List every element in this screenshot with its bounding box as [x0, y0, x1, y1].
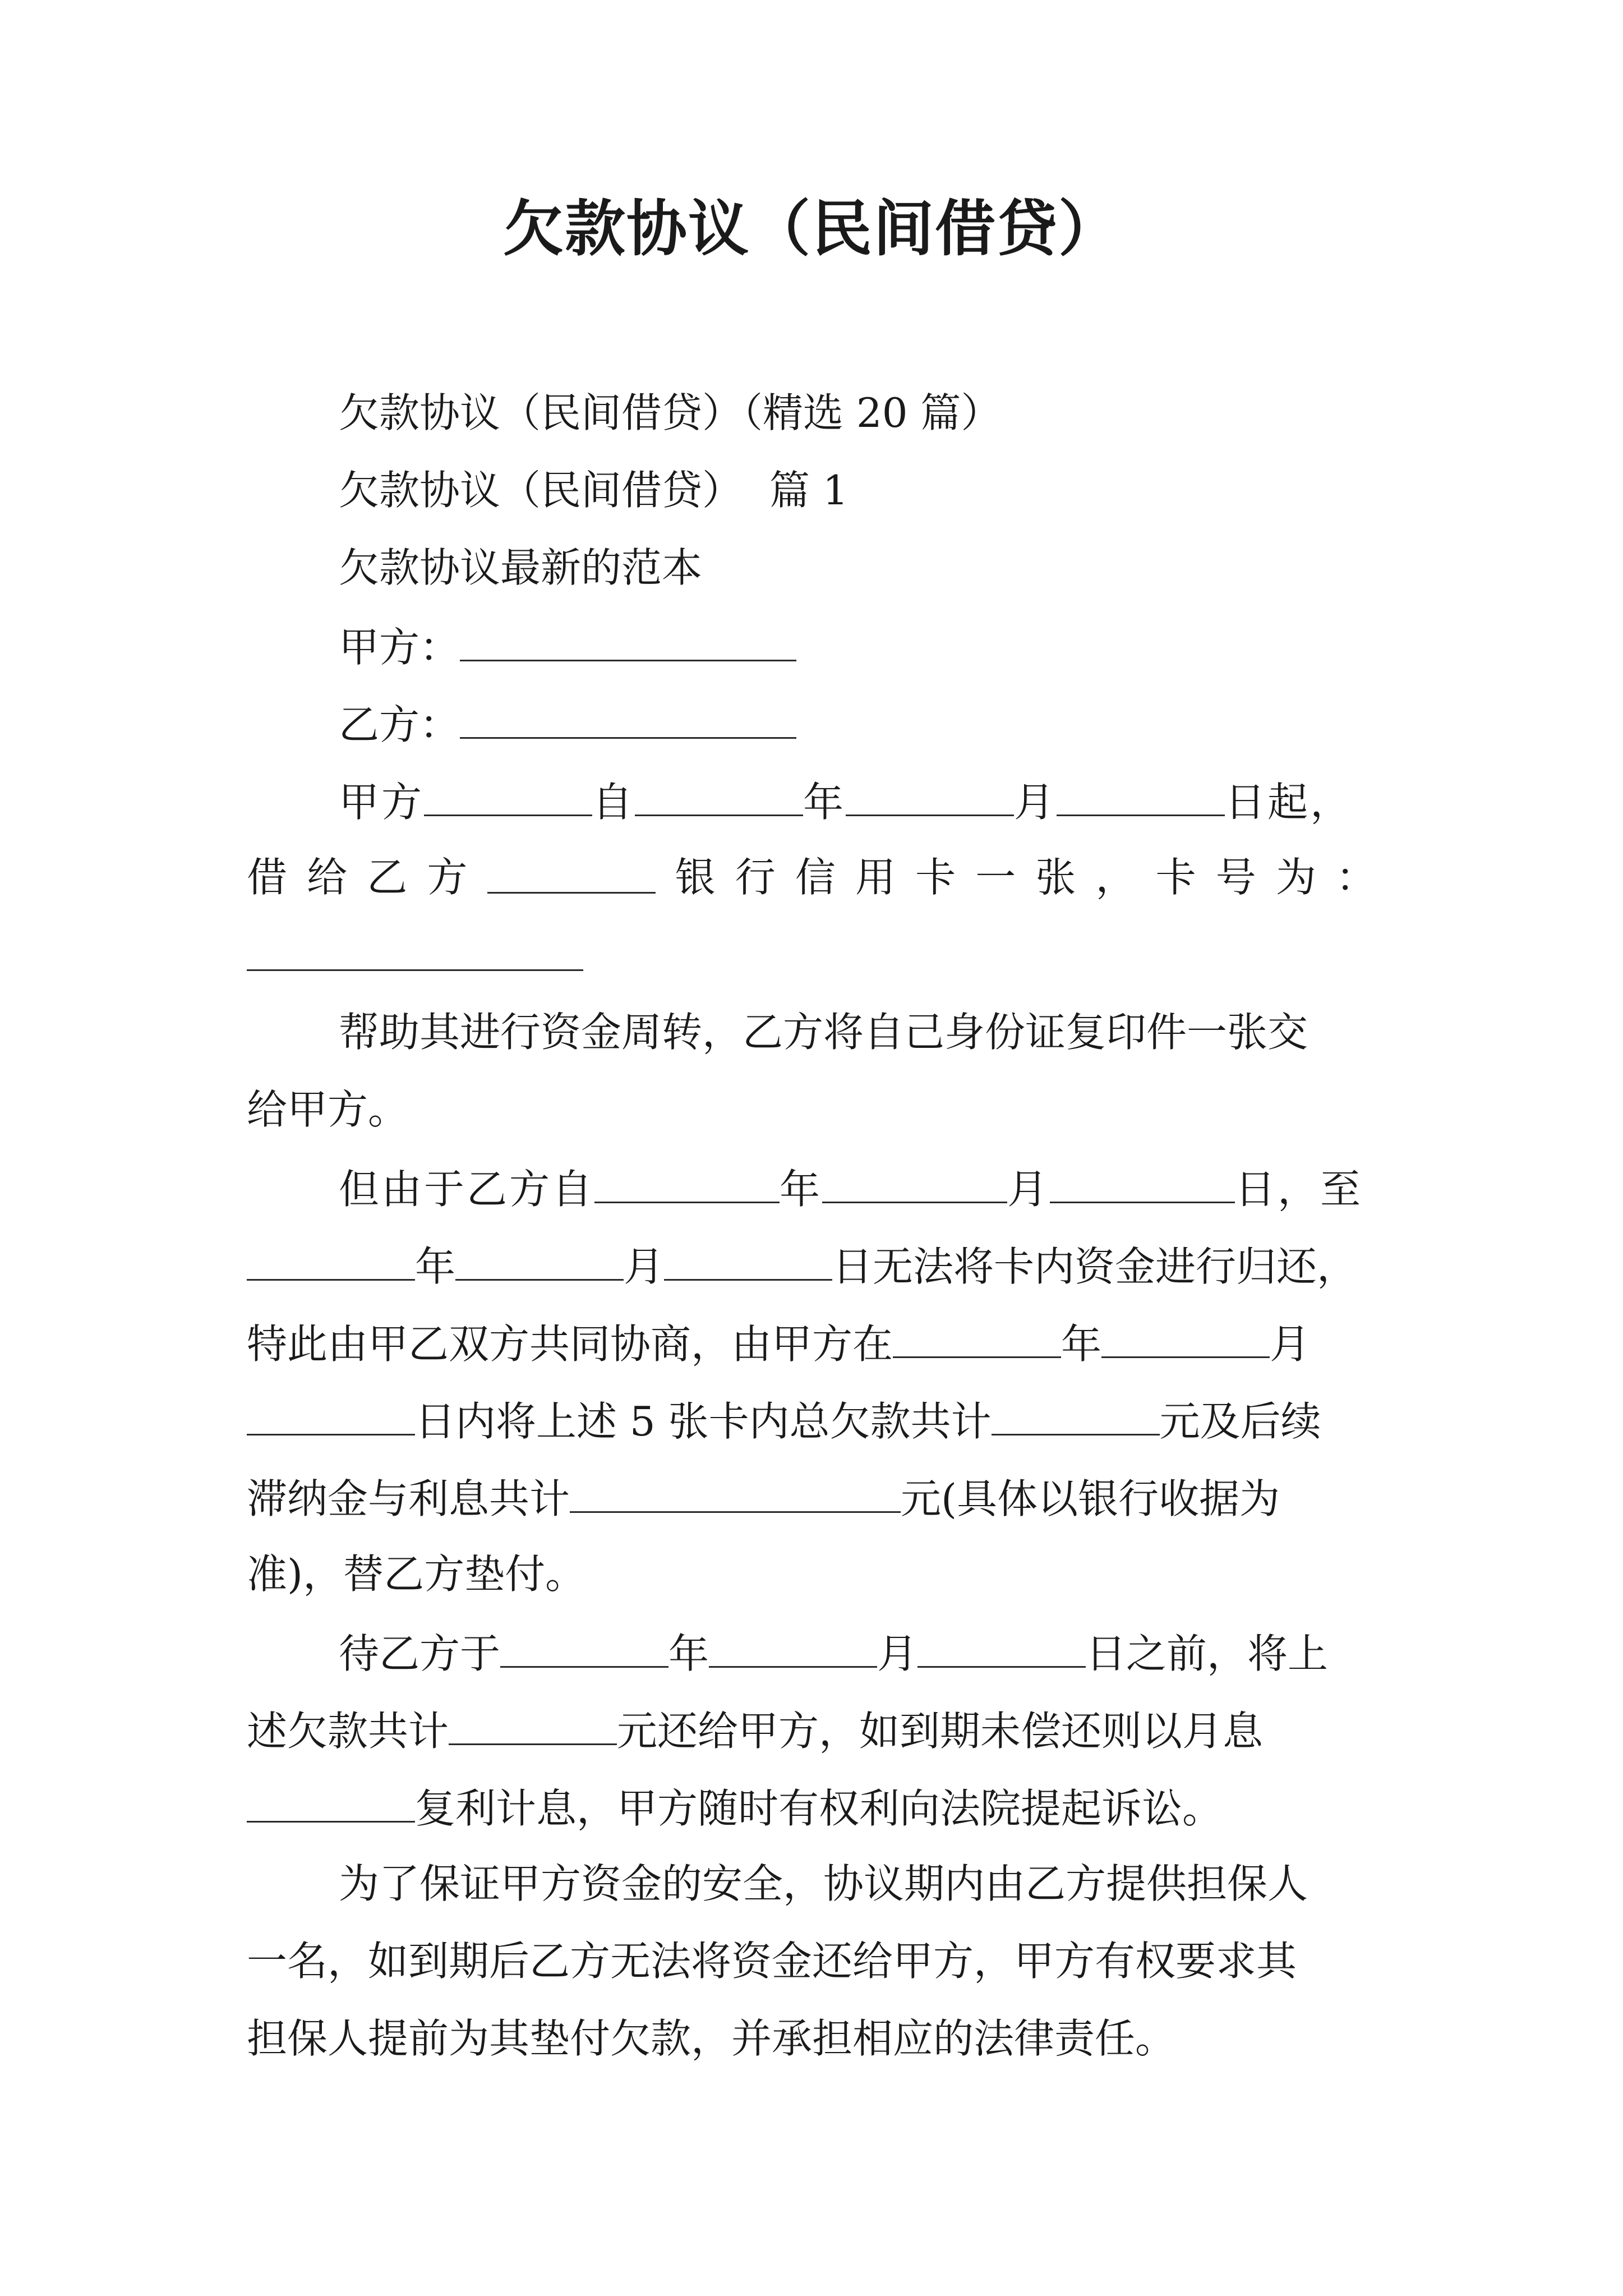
text: 月	[1007, 1166, 1050, 1213]
card-number-blank	[247, 935, 583, 971]
subtitle-selected: 欠款协议（民间借贷）（精选 20 篇）	[339, 389, 1002, 436]
char: 卡	[915, 854, 956, 901]
text: 甲方	[339, 779, 425, 826]
text: 月	[624, 1243, 665, 1290]
party-a-blank	[460, 625, 796, 661]
p1-line-3	[247, 935, 583, 977]
text: 但由于乙方自	[339, 1166, 595, 1213]
text: 年	[668, 1630, 709, 1677]
text: 年	[415, 1243, 456, 1290]
p3-line-4	[247, 1398, 1321, 1445]
text: 元及后续	[1159, 1398, 1321, 1445]
p2-line-1: 帮助其进行资金周转，乙方将自己身份证复印件一张交	[339, 1009, 1308, 1056]
char: 乙	[367, 854, 408, 901]
text: 年	[803, 779, 846, 826]
party-a-label: 甲方：	[339, 624, 460, 671]
char: 给	[307, 854, 348, 901]
subtitle-article-text: 欠款协议（民间借贷）	[339, 467, 743, 514]
party-b-blank	[460, 702, 796, 739]
p3-line-1	[339, 1166, 1363, 1213]
blank	[247, 1244, 415, 1281]
text: 元(具体以银行收据为	[901, 1475, 1280, 1522]
p3-line-5	[247, 1475, 1280, 1522]
text: 复利计息，甲方随时有权利向法院提起诉讼。	[415, 1785, 1223, 1832]
char: 银	[675, 854, 716, 901]
char: 方	[427, 854, 468, 901]
p1-line-2	[247, 854, 1376, 901]
blank	[247, 1399, 415, 1435]
char: 号	[1215, 854, 1256, 901]
p5-line-2: 一名，如到期后乙方无法将资金还给甲方，甲方有权要求其	[247, 1938, 1297, 1985]
text: 日，至	[1235, 1166, 1363, 1213]
blank	[893, 1322, 1061, 1358]
char: 行	[735, 854, 776, 901]
char: 为	[1275, 854, 1316, 901]
blank	[594, 1167, 780, 1203]
char: ：	[1335, 854, 1376, 901]
p5-line-3: 担保人提前为其垫付欠款，并承担相应的法律责任。	[247, 2015, 1176, 2062]
char: 信	[795, 854, 836, 901]
blank	[709, 1631, 877, 1668]
blank	[635, 780, 803, 816]
blank	[570, 1476, 901, 1513]
subtitle-article-number: 篇 1	[769, 467, 849, 514]
document-title: 欠款协议（民间借贷）	[502, 194, 1120, 264]
text: 年	[1061, 1320, 1102, 1368]
party-b-label: 乙方：	[339, 701, 460, 748]
blank	[1057, 780, 1225, 816]
p1-line-1	[339, 779, 1353, 826]
text: 元还给甲方，如到期未偿还则以月息	[617, 1708, 1264, 1755]
char: 卡	[1155, 854, 1196, 901]
party-b-line	[339, 701, 796, 748]
blank	[424, 780, 592, 816]
text: 滞纳金与利息共计	[247, 1475, 570, 1522]
blank	[455, 1244, 624, 1281]
blank	[1050, 1167, 1235, 1203]
blank	[822, 1167, 1007, 1203]
text: 日内将上述 5 张卡内总欠款共计	[415, 1398, 992, 1445]
p2-line-2: 给甲方。	[247, 1086, 409, 1133]
blank	[500, 1631, 668, 1668]
blank	[664, 1244, 832, 1281]
text: 年	[780, 1166, 823, 1213]
char: 张	[1035, 854, 1076, 901]
p4-line-3	[247, 1785, 1223, 1832]
blank	[846, 780, 1014, 816]
text: 日无法将卡内资金进行归还，	[832, 1243, 1358, 1290]
char: 用	[855, 854, 896, 901]
blank	[992, 1399, 1160, 1435]
char: 一	[975, 854, 1016, 901]
blank	[449, 1709, 617, 1745]
blank	[917, 1631, 1086, 1668]
text: 自	[592, 779, 635, 826]
text: 待乙方于	[339, 1630, 501, 1677]
char: 借	[247, 854, 288, 901]
text: 月	[1270, 1320, 1311, 1368]
text: 月	[877, 1630, 918, 1677]
p4-line-1	[339, 1630, 1329, 1677]
p3-line-2	[247, 1243, 1358, 1290]
blank	[247, 1786, 415, 1823]
text: 述欠款共计	[247, 1708, 449, 1755]
subtitle-article-1	[339, 467, 849, 514]
text: 特此由甲乙双方共同协商，由甲方在	[247, 1320, 893, 1368]
party-a-line	[339, 624, 796, 671]
char: ，	[1095, 854, 1136, 901]
p3-line-6: 准)，替乙方垫付。	[247, 1550, 586, 1598]
text: 月	[1014, 779, 1057, 826]
p4-line-2	[247, 1708, 1264, 1755]
text: 日之前，将上	[1086, 1630, 1329, 1677]
template-heading: 欠款协议最新的范本	[339, 544, 703, 591]
p5-line-1: 为了保证甲方资金的安全，协议期内由乙方提供担保人	[339, 1860, 1308, 1907]
bank-blank	[487, 857, 656, 894]
text: 日起，	[1225, 779, 1353, 826]
p3-line-3	[247, 1320, 1311, 1368]
blank	[1101, 1322, 1270, 1358]
